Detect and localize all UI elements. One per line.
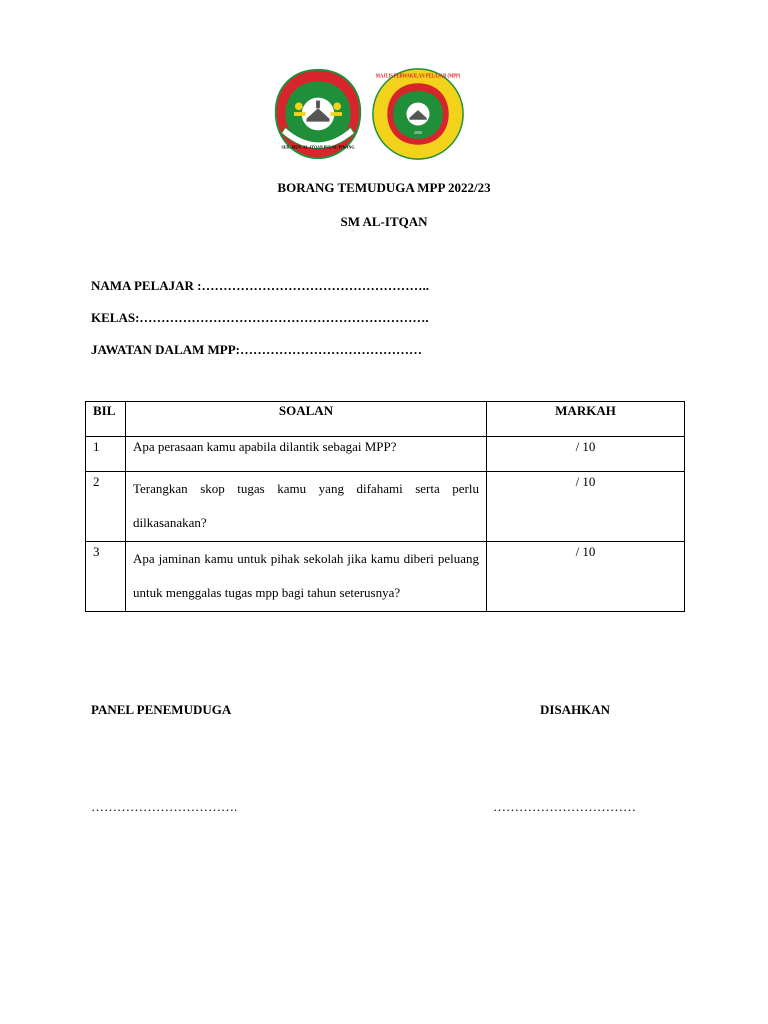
table-row <box>86 542 685 612</box>
panel-penemuduga-label: PANEL PENEMUDUGA <box>91 702 232 717</box>
header-markah: MARKAH <box>487 402 685 437</box>
row-markah[interactable]: / 10 <box>487 542 685 612</box>
row-soalan: Terangkan skop tugas kamu yang difahami serta perlu dilkasanakan? <box>126 472 487 542</box>
table-row <box>86 472 685 542</box>
form-title: BORANG TEMUDUGA MPP 2022/23 <box>277 180 491 195</box>
interview-questions-table <box>85 401 685 612</box>
school-name: SM AL-ITQAN <box>340 214 428 229</box>
table-row <box>86 437 685 472</box>
row-soalan: Apa perasaan kamu apabila dilantik sebagai MPP? <box>126 437 487 472</box>
panel-signature-line[interactable]: ……………………………. <box>91 799 238 814</box>
school-year-text: 2006 <box>313 134 323 140</box>
header-bil: BIL <box>86 402 126 437</box>
disahkan-label: DISAHKAN <box>540 702 611 717</box>
field-kelas[interactable]: KELAS:…………………………………………………………. <box>91 310 429 325</box>
disahkan-signature-line[interactable]: …………………………… <box>493 799 636 814</box>
mpp-crest-logo <box>370 65 485 163</box>
field-nama-pelajar[interactable]: NAMA PELAJAR :…………………………………………….. <box>91 278 429 293</box>
field-jawatan-dalam-mpp[interactable]: JAWATAN DALAM MPP:…………………………………… <box>91 342 422 357</box>
row-bil: 3 <box>86 542 126 612</box>
mpp-year-text: 2006 <box>414 131 422 136</box>
row-markah[interactable]: / 10 <box>487 472 685 542</box>
school-arc-text: SEK. MEN. AL-ITQAN PULAU PINANG <box>281 144 355 150</box>
table-header-row <box>86 402 685 437</box>
mpp-arc-text: MAJLIS PERWAKILAN PELAJAR (MPP) <box>375 73 485 80</box>
row-markah[interactable]: / 10 <box>487 437 685 472</box>
row-soalan: Apa jaminan kamu untuk pihak sekolah jika kamu diberi peluang untuk menggalas tugas mpp bagi tahun seterusnya? <box>126 542 487 612</box>
row-bil: 2 <box>86 472 126 542</box>
row-bil: 1 <box>86 437 126 472</box>
school-crest-logo <box>270 66 366 162</box>
header-soalan: SOALAN <box>126 402 487 437</box>
